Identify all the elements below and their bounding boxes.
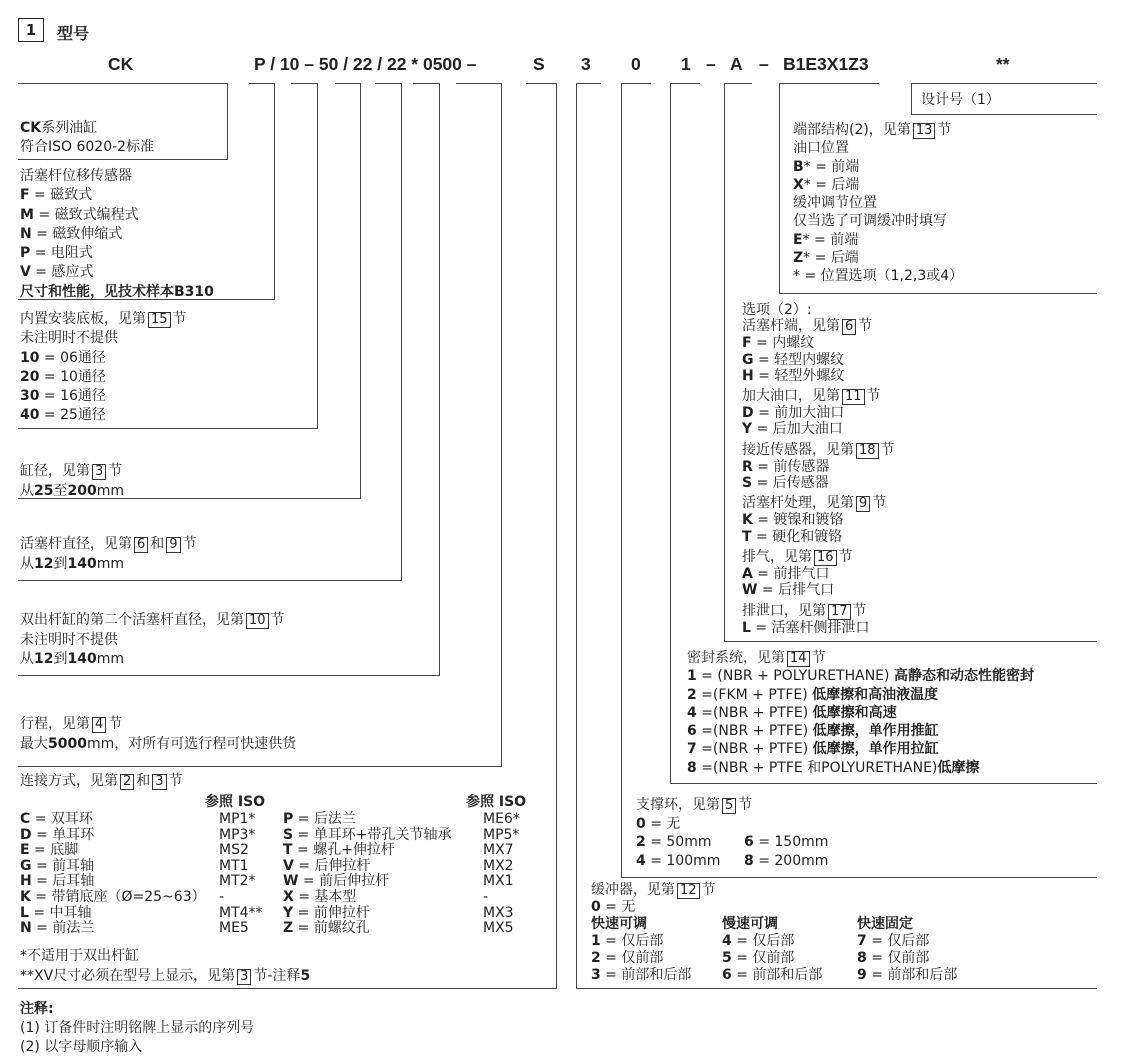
list-item: F = 内螺纹: [742, 335, 815, 352]
mount-footnotes: *不适用于双出杆缸 **XV尺寸必须在型号上显示，见第 3 节-注释5: [20, 948, 311, 984]
list-item: 30 = 16通径: [20, 388, 106, 405]
cushion-col1: 快速可调 1 = 仅后部 2 = 仅前部 3 = 前部和后部: [591, 916, 692, 983]
list-item: 0 = 无: [636, 815, 681, 832]
list-item: N = 前法兰: [20, 920, 95, 937]
stroke-block: 行程，见第 4 节 最大5000mm，对所有可选行程可快速供货: [20, 716, 297, 752]
bracket-line: [18, 159, 228, 160]
cushion-col3: 快速固定 7 = 仅后部 8 = 仅前部 9 = 前部和后部: [857, 916, 958, 983]
list-item: 10 = 06通径: [20, 349, 106, 366]
bracket-line: [779, 293, 1097, 294]
bracket-line: [724, 83, 725, 641]
bracket-line: [360, 83, 361, 498]
bracket-line: [526, 83, 556, 84]
bracket-line: [621, 83, 622, 877]
notes: 注释: (1) 订备件时注明铭牌上显示的序列号 (2) 以字母顺序输入: [20, 1001, 255, 1055]
bracket-line: [911, 83, 912, 114]
bracket-line: [670, 783, 1097, 784]
list-item: 3 = 前部和后部: [591, 967, 692, 983]
bracket-line: [779, 83, 780, 293]
list-item: 8 = 200mm: [744, 852, 829, 869]
rod2-block: 双出杆缸的第二个活塞杆直径，见第 10 节 未注明时不提供 从12到140mm: [20, 612, 285, 667]
list-item: V = 后伸拉杆: [283, 857, 371, 874]
list-item: Z = 前螺纹孔: [283, 920, 370, 937]
list-item: 2 = 50mm: [636, 834, 712, 850]
iso-header-2: 参照 ISO: [466, 794, 527, 810]
support-col2: [744, 833, 828, 870]
bracket-line: [670, 83, 671, 783]
bracket-line: [18, 83, 227, 84]
list-item: 4 =(NBR + PTFE) 低摩擦和高速: [687, 704, 897, 721]
list-item: 6 = 150mm: [744, 834, 829, 850]
code-s: S: [533, 54, 545, 74]
bracket-line: [724, 641, 1097, 642]
bracket-line: [576, 83, 601, 84]
bracket-line: [576, 988, 1097, 989]
code-b: B1E3X1Z3: [783, 54, 869, 74]
list-item: P = 后法兰: [283, 811, 356, 827]
list-item: 1 = (NBR + POLYURETHANE) 高静态和动态性能密封: [687, 668, 1034, 685]
mount-col2: [283, 812, 451, 937]
bracket-line: [911, 114, 1097, 115]
code-main: P / 10 – 50 / 22 / 22 * 0500 –: [254, 54, 477, 74]
sensor-block: 活塞杆位移传感器 F = 磁致式 M = 磁致式编程式 N = 磁致伸缩式 P = 电阻式 V = 感应式 尺寸和性能，见技术样本B310: [20, 168, 214, 300]
bracket-line: [18, 428, 318, 429]
list-item: D = 单耳环: [20, 826, 95, 843]
list-item: 8 = 仅前部: [857, 950, 930, 966]
bracket-line: [621, 83, 651, 84]
list-item: K = 带销底座（Ø=25~63）: [20, 888, 206, 905]
code-stars: **: [996, 54, 1010, 74]
options-block: 选项（2）: 活塞杆端，见第 6 节 F = 内螺纹 G = 轻型内螺纹 H = 轻型外螺纹 加大油口，见第 11 节 D = 前加大油口 Y = 后加大油口 接近传感器，见第 18 节 R = 前传感器 S = 后传感器 活塞杆处理，见第 9 节 K = 镀镍和镀铬 T = 硬化和镀铬 排气，见第 16 节 A = 前排气口 W = 后排气口 排泄口，见第 17 节 L = 活塞杆侧排泄口: [742, 302, 895, 636]
list-item: 0 = 无: [591, 899, 636, 915]
code-dash-2: –: [759, 54, 769, 74]
list-item: 20 = 10通径: [20, 368, 106, 385]
plate-block: 内置安装底板，见第 15 节 未注明时不提供 10 = 06通径 20 = 10通径 30 = 16通径 40 = 25通径: [20, 310, 187, 426]
section-title: 型号: [57, 24, 90, 43]
list-item: Y = 后加大油口: [742, 421, 843, 438]
list-item: 6 = 前部和后部: [722, 967, 823, 983]
series-block: CK系列油缸 符合ISO 6020-2标准: [20, 120, 155, 155]
list-item: V = 感应式: [20, 264, 94, 281]
list-item: E* = 前端: [793, 231, 859, 248]
list-item: X* = 后端: [793, 176, 860, 193]
list-item: D = 前加大油口: [742, 405, 845, 422]
code-dash-1: –: [706, 54, 716, 74]
list-item: P = 电阻式: [20, 245, 93, 262]
bracket-line: [556, 83, 557, 988]
bracket-line: [439, 83, 440, 675]
list-item: 2 = 仅前部: [591, 950, 664, 966]
bracket-line: [249, 83, 274, 84]
bracket-line: [413, 83, 439, 84]
list-item: B* = 前端: [793, 158, 860, 175]
ends-block: 端部结构(2)，见第 13 节 油口位置 B* = 前端 X* = 后端 缓冲调节位置 仅当选了可调缓冲时填写 E* = 前端 Z* = 后端 * = 位置选项（1,2,3或4）: [793, 122, 964, 285]
list-item: G = 前耳轴: [20, 857, 95, 874]
iso-header-1: 参照 ISO: [205, 794, 266, 810]
list-item: 7 = 仅后部: [857, 933, 930, 949]
list-item: G = 轻型内螺纹: [742, 351, 845, 368]
list-item: S = 单耳环+带孔关节轴承: [283, 826, 452, 843]
support-block: 支撑环，见第 5 节 0 = 无: [636, 797, 753, 832]
code-1: 1: [681, 54, 691, 74]
mount-col1: [20, 812, 206, 937]
list-item: 1 = 仅后部: [591, 933, 664, 949]
list-item: W = 后排气口: [742, 582, 835, 599]
bracket-line: [317, 83, 318, 428]
bracket-line: [779, 83, 879, 84]
mount-col2-iso: ME6* MP5* MX7 MX2 MX1 - MX3 MX5: [483, 811, 520, 937]
list-item: S = 后传感器: [742, 475, 829, 492]
bracket-line: [18, 766, 502, 767]
bracket-line: [18, 988, 557, 989]
list-item: A = 前排气口: [742, 565, 830, 582]
code-ck: CK: [108, 54, 134, 74]
bracket-line: [274, 83, 275, 299]
list-item: 2 =(FKM + PTFE) 低摩擦和高油液温度: [687, 686, 939, 703]
mount-col1-iso: MP1* MP3* MS2 MT1 MT2* - MT4** ME5: [219, 811, 263, 937]
code-a: A: [730, 54, 743, 74]
list-item: F = 磁致式: [20, 187, 93, 204]
bracket-line: [335, 83, 360, 84]
cushion-col2: 慢速可调 4 = 仅后部 5 = 仅前部 6 = 前部和后部: [722, 916, 823, 983]
section-number: 1: [18, 18, 44, 42]
list-item: 40 = 25通径: [20, 407, 106, 424]
seals-block: 密封系统，见第 14 节 1 = (NBR + POLYURETHANE) 高静态和动态性能密封 2 =(FKM + PTFE) 低摩擦和高油液温度 4 =(NBR + PTFE) 低摩擦和高速 6 =(NBR + PTFE) 低摩擦，单作用推缸 7 =(NBR + PTFE) 低摩擦，单作用拉缸 8 =(NBR + PTFE 和POLYURETHANE)低摩擦: [687, 650, 1034, 776]
support-col1: [636, 833, 720, 870]
bore-block: 缸径，见第 3 节 从25至200mm: [20, 463, 124, 499]
list-item: L = 活塞杆侧排泄口: [742, 619, 870, 636]
code-3: 3: [581, 54, 591, 74]
code-0: 0: [631, 54, 641, 74]
bracket-line: [576, 83, 577, 988]
bracket-line: [227, 83, 228, 159]
list-item: 6 =(NBR + PTFE) 低摩擦，单作用推缸: [687, 723, 939, 740]
list-item: 8 =(NBR + PTFE 和POLYURETHANE)低摩擦: [687, 759, 980, 776]
cushion-block: 缓冲器，见第 12 节 0 = 无: [591, 882, 716, 915]
list-item: C = 双耳环: [20, 811, 93, 827]
list-item: Y = 前伸拉杆: [283, 904, 370, 921]
list-item: R = 前传感器: [742, 458, 830, 475]
bracket-line: [401, 83, 402, 580]
bracket-line: [670, 83, 700, 84]
list-item: H = 轻型外螺纹: [742, 367, 845, 384]
list-item: Z* = 后端: [793, 250, 859, 267]
list-item: H = 后耳轴: [20, 873, 95, 890]
design-number: 设计号（1）: [921, 92, 1000, 108]
rod-block: 活塞杆直径，见第 6 和 9 节 从12到140mm: [20, 536, 197, 572]
list-item: M = 磁致式编程式: [20, 206, 139, 223]
bracket-line: [18, 580, 402, 581]
mount-title: 连接方式，见第 2 和 3 节: [20, 773, 183, 789]
list-item: 7 =(NBR + PTFE) 低摩擦，单作用拉缸: [687, 741, 939, 758]
bracket-line: [291, 83, 317, 84]
bracket-line: [375, 83, 401, 84]
bracket-line: [911, 83, 1097, 84]
list-item: W = 前后伸拉杆: [283, 873, 390, 890]
list-item: 4 = 仅后部: [722, 933, 795, 949]
bracket-line: [18, 675, 440, 676]
bracket-line: [621, 877, 1097, 878]
list-item: L = 中耳轴: [20, 904, 92, 921]
bracket-line: [724, 83, 752, 84]
list-item: T = 硬化和镀铬: [742, 528, 843, 545]
list-item: E = 底脚: [20, 842, 79, 859]
list-item: X = 基本型: [283, 888, 357, 905]
list-item: N = 磁致伸缩式: [20, 225, 123, 242]
list-item: K = 镀镍和镀铬: [742, 512, 844, 529]
list-item: 9 = 前部和后部: [857, 967, 958, 983]
bracket-line: [501, 83, 502, 766]
bracket-line: [456, 83, 501, 84]
list-item: T = 螺孔+伸拉杆: [283, 842, 395, 859]
list-item: 4 = 100mm: [636, 852, 721, 869]
list-item: 5 = 仅前部: [722, 950, 795, 966]
